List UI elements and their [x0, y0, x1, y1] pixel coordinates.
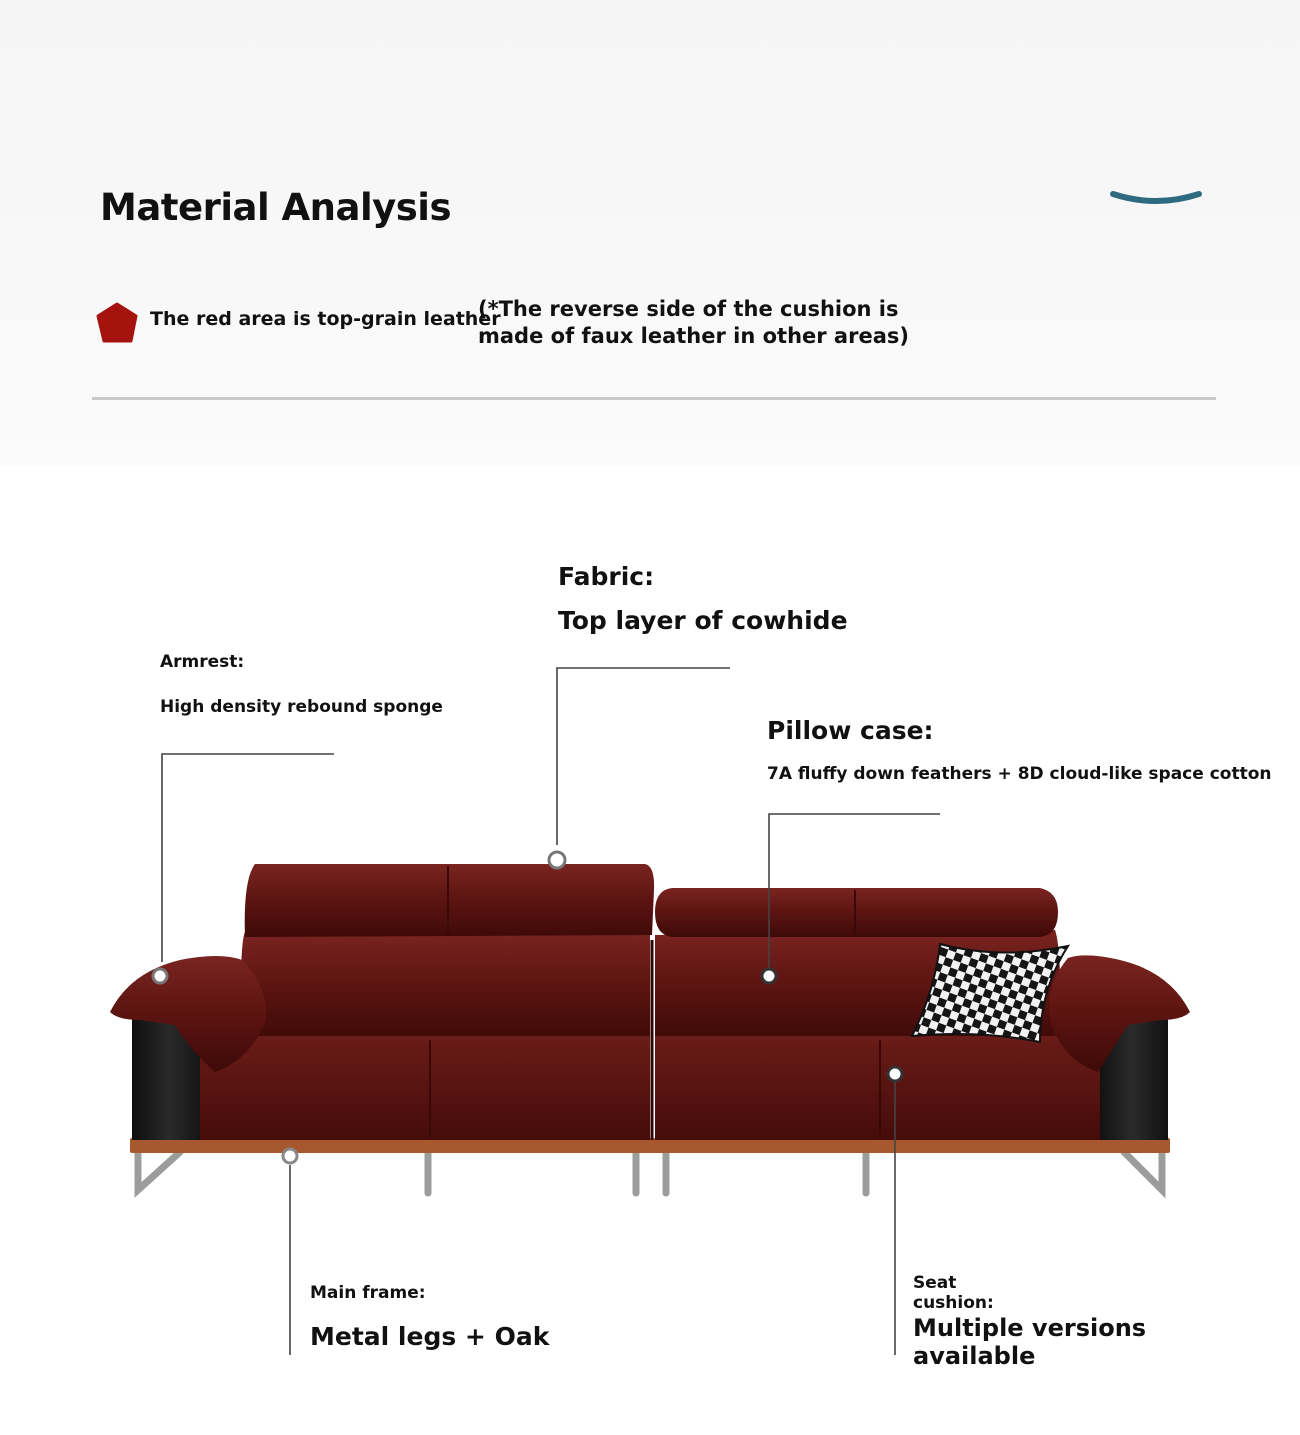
seat-title: [913, 1273, 994, 1313]
pillow-title: Pillow case:: [767, 716, 934, 745]
left-seat-cushion: [200, 1036, 650, 1140]
seat-desc-line2: available: [913, 1342, 1036, 1370]
right-seat-cushion: [655, 1036, 1100, 1140]
armrest-desc: High density rebound sponge: [160, 697, 443, 717]
frame-desc: Metal legs + Oak: [310, 1322, 550, 1351]
legend-text: The red area is top-grain leather: [150, 308, 501, 330]
frame-title: Main frame:: [310, 1283, 426, 1303]
right-headrest: [655, 888, 1058, 937]
seat-title-line2: cushion:: [913, 1293, 994, 1313]
seat-title-line1: Seat: [913, 1273, 957, 1293]
left-headrest: [245, 864, 654, 937]
fabric-title: Fabric:: [558, 562, 655, 591]
seat-desc-line1: Multiple versions: [913, 1314, 1147, 1342]
legend-note-line1: (*The reverse side of the cushion is: [478, 297, 899, 321]
armrest-title: Armrest:: [160, 652, 245, 672]
legend-note-line2: made of faux leather in other areas): [478, 324, 909, 348]
page-title: Material Analysis: [100, 186, 452, 229]
fabric-desc: Top layer of cowhide: [558, 606, 848, 635]
seat-desc: [913, 1314, 1146, 1370]
left-back-cushion: [240, 932, 650, 1040]
pillow-desc: 7A fluffy down feathers + 8D cloud-like space cotton: [767, 764, 1272, 784]
